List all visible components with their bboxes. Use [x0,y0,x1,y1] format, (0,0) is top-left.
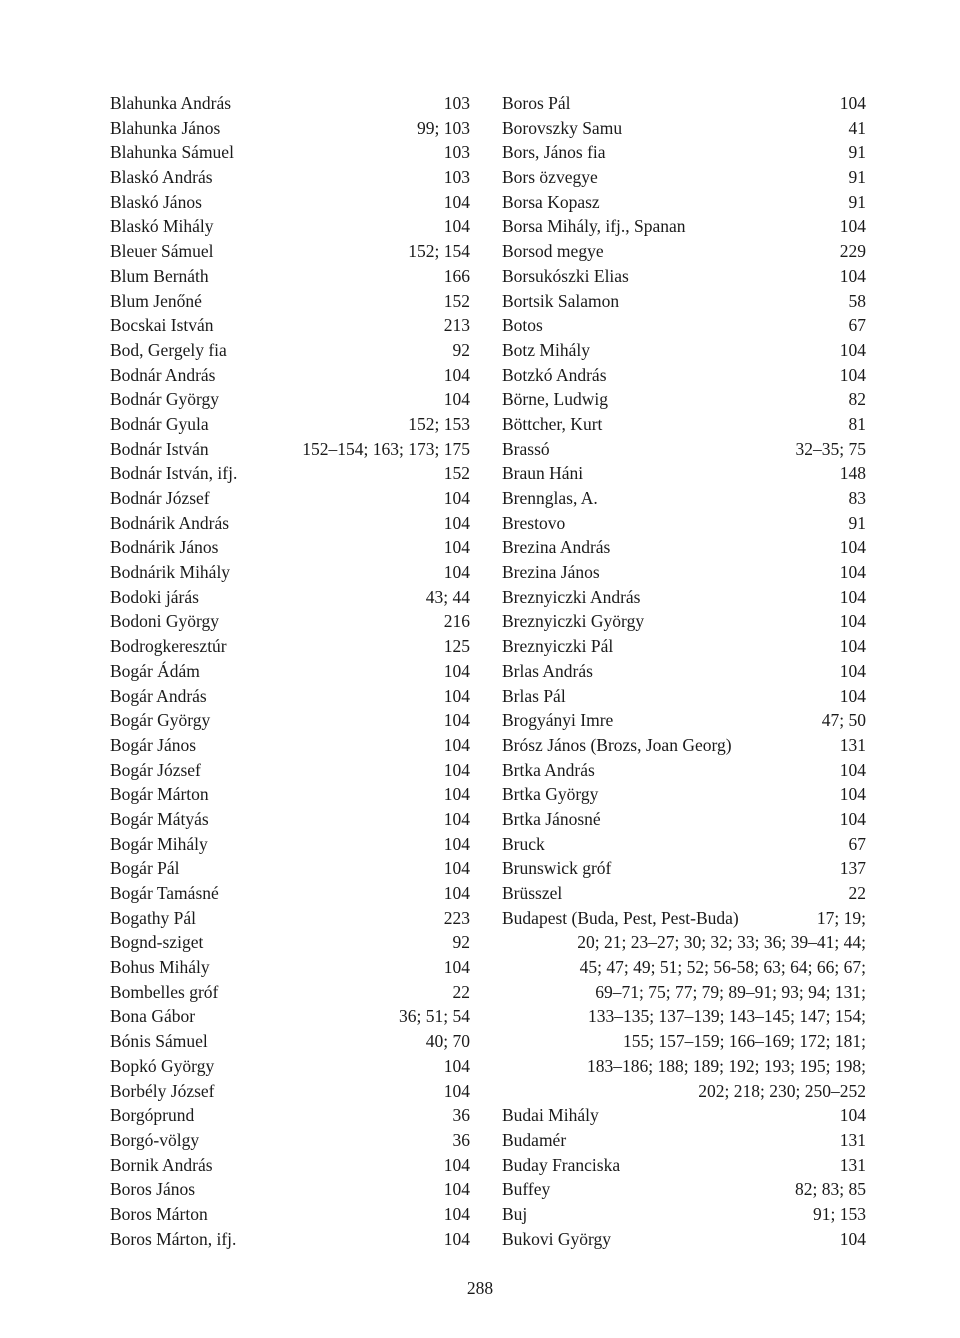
index-entry [502,733,866,758]
entry-name: Bogár Ádám [110,660,200,681]
entry-name: Braun Háni [502,463,584,484]
index-entry [110,338,470,363]
index-entry [110,881,470,906]
index-entry [502,412,866,437]
index-entry [110,1029,470,1054]
entry-name: Borsa Kopasz [502,191,600,212]
entry-pages: 103 [443,142,470,163]
index-entry [502,758,866,783]
index-entry [110,1177,470,1202]
index-entry [502,363,866,388]
entry-pages: 104 [443,808,470,829]
entry-pages: 104 [443,833,470,854]
entry-pages: 104 [839,636,866,657]
index-entry [502,239,866,264]
entry-pages: 104 [443,512,470,533]
index-entry [110,708,470,733]
entry-pages: 104 [839,611,866,632]
entry-pages: 202; 218; 230; 250–252 [698,1080,866,1101]
entry-pages: 104 [443,216,470,237]
index-entry [502,190,866,215]
entry-pages: 58 [848,290,866,311]
entry-name: Botzkó András [502,364,607,385]
entry-name: Buday Franciska [502,1154,621,1175]
index-entry [502,1103,866,1128]
entry-pages: 41 [848,117,866,138]
index-column-left [110,91,470,1251]
entry-name: Brlas Pál [502,685,566,706]
entry-pages: 104 [839,265,866,286]
index-entry [110,91,470,116]
index-entry [110,461,470,486]
entry-pages: 148 [839,463,866,484]
entry-name: Botos [502,315,543,336]
entry-name: Brennglas, A. [502,488,598,508]
entry-name: Bodnár József [110,488,210,508]
entry-name: Bónis Sámuel [110,1031,208,1052]
index-entry [110,1103,470,1128]
index-entry [110,116,470,141]
entry-name: Breznyiczki György [502,611,645,632]
index-entry [110,486,470,511]
entry-pages: 103 [443,93,470,113]
entry-name: Bodnárik András [110,512,230,533]
index-entry [110,684,470,709]
entry-name: Brósz János (Brozs, Joan Georg) [502,734,732,755]
entry-name: Borsukószki Elias [502,265,629,286]
index-entry [502,214,866,239]
entry-pages: 104 [839,93,866,113]
entry-pages: 104 [443,562,470,583]
entry-pages: 91 [848,142,866,163]
index-entry [110,585,470,610]
index-entry-continuation [502,930,866,955]
entry-name: Bogár Tamásné [110,883,219,903]
index-entry [110,313,470,338]
entry-name: Budai Mihály [502,1105,599,1126]
entry-pages: 82; 83; 85 [795,1179,866,1200]
entry-pages: 83 [848,488,866,508]
index-entry [502,387,866,412]
entry-name: Bodnár István, ifj. [110,463,238,484]
index-entry [110,1153,470,1178]
entry-name: Bornik András [110,1154,213,1175]
entry-pages: 152; 153 [408,413,470,434]
index-entry [110,264,470,289]
entry-pages: 17; 19; [816,907,866,928]
entry-name: Bogár Márton [110,784,209,805]
entry-pages: 104 [839,364,866,385]
index-entry [110,856,470,881]
entry-pages: 104 [839,1105,866,1126]
entry-pages: 104 [443,957,470,978]
entry-name: Bukovi György [502,1228,612,1249]
index-entry [502,140,866,165]
index-entry [110,387,470,412]
index-entry [502,289,866,314]
entry-name: Bortsik Salamon [502,290,620,311]
entry-pages: 104 [443,710,470,731]
entry-name: Boros Márton, ifj. [110,1228,237,1249]
entry-name: Budapest (Buda, Pest, Pest-Buda) [502,907,739,928]
entry-name: Boros Pál [502,93,571,113]
entry-name: Buj [502,1203,528,1224]
entry-pages: 104 [839,784,866,805]
entry-pages: 104 [443,685,470,706]
index-entry [110,930,470,955]
entry-pages: 82 [848,389,866,410]
entry-pages: 104 [443,660,470,681]
entry-name: Bodnárik János [110,537,219,558]
index-entry [110,214,470,239]
index-entry [110,289,470,314]
entry-pages: 104 [443,488,470,508]
entry-name: Bogár György [110,710,211,731]
index-entry [502,782,866,807]
entry-name: Brezina András [502,537,611,558]
index-entry [502,560,866,585]
index-entry [110,659,470,684]
index-entry [502,609,866,634]
entry-pages: 47; 50 [821,710,866,731]
entry-pages: 20; 21; 23–27; 30; 32; 33; 36; 39–41; 44; [577,932,866,953]
index-entry [110,437,470,462]
entry-pages: 223 [443,907,470,928]
entry-name: Bodnár Gyula [110,413,209,434]
entry-pages: 104 [443,1080,470,1101]
entry-name: Brüsszel [502,883,563,903]
entry-pages: 104 [839,660,866,681]
entry-name: Boros Márton [110,1203,208,1224]
index-entry [502,1128,866,1153]
index-entry [110,980,470,1005]
index-entry [502,585,866,610]
entry-pages: 91 [848,512,866,533]
index-entry [110,140,470,165]
index-entry [110,1202,470,1227]
entry-pages: 36 [452,1129,470,1150]
index-entry [502,832,866,857]
index-entry [110,758,470,783]
index-entry-continuation [502,1054,866,1079]
entry-pages: 104 [839,685,866,706]
index-entry [502,313,866,338]
entry-name: Bruck [502,833,545,854]
entry-name: Bodoki járás [110,586,199,607]
entry-pages: 166 [443,265,470,286]
entry-pages: 67 [848,833,866,854]
entry-name: Bors özvegye [502,167,598,188]
entry-name: Bodnár András [110,364,216,385]
index-entry-continuation [502,1029,866,1054]
entry-name: Brtka András [502,759,595,780]
index-entry [110,1128,470,1153]
entry-pages: 104 [839,216,866,237]
entry-pages: 104 [443,784,470,805]
entry-name: Breznyiczki Pál [502,636,614,657]
entry-pages: 104 [839,808,866,829]
index-entry-continuation [502,1004,866,1029]
index-entry [502,264,866,289]
entry-pages: 67 [848,315,866,336]
entry-name: Brassó [502,438,550,459]
entry-pages: 216 [443,611,470,632]
entry-pages: 131 [839,1154,866,1175]
entry-pages: 104 [443,1154,470,1175]
entry-pages: 213 [443,315,470,336]
index-entry [502,461,866,486]
entry-pages: 91; 153 [813,1203,866,1224]
index-entry [502,1153,866,1178]
entry-name: Brlas András [502,660,593,681]
entry-name: Blahunka Sámuel [110,142,234,163]
entry-pages: 22 [452,981,470,1002]
index-entry [110,560,470,585]
entry-pages: 104 [443,858,470,879]
entry-name: Buffey [502,1179,551,1200]
index-entry [110,634,470,659]
index-entry [502,338,866,363]
entry-name: Blaskó János [110,191,202,212]
entry-name: Borgó-völgy [110,1129,200,1150]
index-entry [110,906,470,931]
entry-name: Börne, Ludwig [502,389,608,410]
entry-name: Böttcher, Kurt [502,413,603,434]
index-entry [502,659,866,684]
entry-name: Brogyányi Imre [502,710,614,731]
entry-name: Brtka György [502,784,599,805]
index-entry [110,807,470,832]
entry-name: Bogár József [110,759,201,780]
index-entry [110,733,470,758]
entry-name: Bod, Gergely fia [110,339,227,360]
index-entry [502,165,866,190]
entry-pages: 40; 70 [425,1031,470,1052]
entry-name: Bogár Mihály [110,833,208,854]
entry-name: Bohus Mihály [110,957,210,978]
entry-name: Borsod megye [502,241,604,262]
entry-pages: 152 [443,290,470,311]
index-entry [110,165,470,190]
entry-name: Borbély József [110,1080,215,1101]
entry-pages: 92 [452,339,470,360]
entry-pages: 131 [839,1129,866,1150]
entry-pages: 36; 51; 54 [399,1006,470,1027]
entry-name: Bogár János [110,734,197,755]
entry-name: Bognd-sziget [110,932,204,953]
index-entry-continuation [502,1079,866,1104]
entry-pages: 104 [839,1228,866,1249]
entry-name: Bodrogkeresztúr [110,636,227,657]
entry-pages: 36 [452,1105,470,1126]
entry-pages: 104 [443,191,470,212]
index-entry [110,412,470,437]
entry-pages: 152 [443,463,470,484]
entry-pages: 43; 44 [425,586,470,607]
entry-name: Botz Mihály [502,339,590,360]
index-entry [502,535,866,560]
entry-pages: 103 [443,167,470,188]
index-entry [110,363,470,388]
entry-pages: 152–154; 163; 173; 175 [302,438,470,459]
entry-pages: 104 [443,734,470,755]
entry-name: Bombelles gróf [110,981,219,1002]
entry-name: Blum Bernáth [110,265,209,286]
entry-pages: 91 [848,191,866,212]
entry-pages: 91 [848,167,866,188]
index-entry [110,609,470,634]
entry-pages: 155; 157–159; 166–169; 172; 181; [622,1031,866,1052]
entry-pages: 104 [443,759,470,780]
page-number: 288 [466,1278,494,1298]
entry-pages: 45; 47; 49; 51; 52; 56-58; 63; 64; 66; 67; [579,957,866,978]
entry-name: Blum Jenőné [110,290,202,311]
entry-name: Boros János [110,1179,196,1200]
index-entry [502,708,866,733]
entry-name: Brezina János [502,562,600,583]
index-entry [110,511,470,536]
entry-name: Bleuer Sámuel [110,241,214,262]
entry-pages: 104 [839,586,866,607]
entry-name: Bopkó György [110,1055,215,1076]
entry-pages: 152; 154 [408,241,470,262]
index-entry [110,239,470,264]
entry-pages: 104 [839,759,866,780]
index-entry [502,486,866,511]
index-entry [502,116,866,141]
entry-name: Bocskai István [110,315,214,336]
index-entry [502,511,866,536]
entry-name: Bogár András [110,685,207,706]
index-entry [502,437,866,462]
entry-pages: 104 [443,1055,470,1076]
index-entry [502,1202,866,1227]
entry-name: Blaskó Mihály [110,216,214,237]
index-entry [502,881,866,906]
entry-name: Bogár Mátyás [110,808,209,829]
entry-pages: 125 [443,636,470,657]
index-entry [110,190,470,215]
entry-pages: 104 [443,537,470,558]
entry-pages: 104 [839,537,866,558]
entry-pages: 81 [848,413,866,434]
entry-pages: 131 [839,734,866,755]
entry-name: Bodoni György [110,611,220,632]
index-entry [110,955,470,980]
entry-pages: 104 [443,1179,470,1200]
entry-pages: 92 [452,932,470,953]
index-entry [110,1054,470,1079]
entry-name: Brtka Jánosné [502,808,601,829]
entry-name: Borsa Mihály, ifj., Spanan [502,216,686,237]
index-entry [110,1004,470,1029]
index-entry [502,856,866,881]
index-entry [502,807,866,832]
index-entry [110,832,470,857]
entry-pages: 22 [848,883,866,903]
index-entry [502,634,866,659]
entry-pages: 104 [839,562,866,583]
index-entry-continuation [502,955,866,980]
entry-pages: 104 [443,389,470,410]
index-entry [502,1177,866,1202]
entry-pages: 104 [443,1203,470,1224]
entry-name: Bodnár György [110,389,220,410]
index-entry [502,906,866,931]
index-entry [502,1227,866,1252]
entry-name: Bodnár István [110,438,209,459]
entry-name: Brunswick gróf [502,858,612,879]
entry-pages: 183–186; 188; 189; 192; 193; 195; 198; [586,1055,866,1076]
entry-pages: 104 [443,1228,470,1249]
entry-pages: 32–35; 75 [795,438,866,459]
entry-pages: 104 [839,339,866,360]
entry-name: Breznyiczki András [502,586,641,607]
entry-name: Bors, János fia [502,142,606,163]
entry-pages: 104 [443,364,470,385]
entry-pages: 229 [839,241,866,262]
entry-name: Bona Gábor [110,1006,196,1027]
entry-name: Blahunka András [110,93,232,113]
entry-name: Bogár Pál [110,858,180,879]
entry-pages: 137 [839,858,866,879]
entry-name: Borgóprund [110,1105,195,1126]
entry-pages: 133–135; 137–139; 143–145; 147; 154; [587,1006,866,1027]
entry-name: Budamér [502,1129,567,1150]
entry-name: Bodnárik Mihály [110,562,231,583]
entry-name: Blahunka János [110,117,221,138]
index-entry [502,684,866,709]
entry-name: Brestovo [502,512,566,533]
index-column-right [502,91,866,1251]
entry-pages: 99; 103 [417,117,470,138]
entry-pages: 69–71; 75; 77; 79; 89–91; 93; 94; 131; [595,981,866,1002]
index-entry [110,1079,470,1104]
entry-name: Bogathy Pál [110,907,197,928]
entry-name: Borovszky Samu [502,117,623,138]
index-entry [502,91,866,116]
index-entry [110,782,470,807]
entry-pages: 104 [443,883,470,903]
index-entry [110,1227,470,1252]
index-entry-continuation [502,980,866,1005]
entry-name: Blaskó András [110,167,213,188]
index-entry [110,535,470,560]
